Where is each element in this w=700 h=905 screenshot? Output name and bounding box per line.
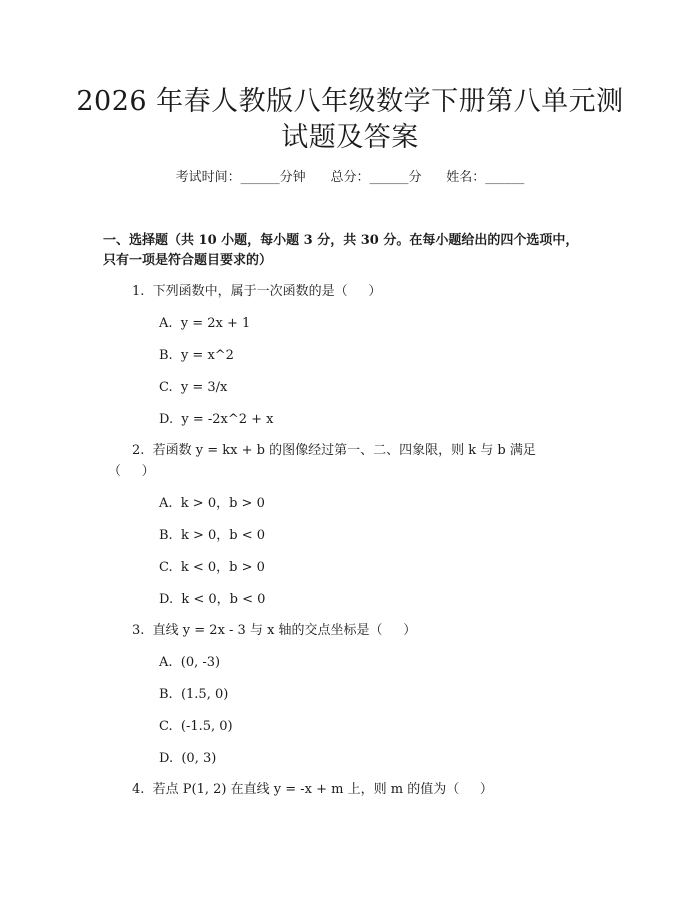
question-3-option-b: B. (1.5, 0) — [159, 687, 229, 702]
total-score-field: 总分：______分 — [330, 170, 422, 185]
page-title-line2: 试题及答案 — [281, 122, 419, 153]
question-1-option-c: C. y = 3/x — [159, 380, 228, 395]
section-heading-line2: 只有一项是符合题目要求的） — [103, 253, 273, 268]
question-1-option-d: D. y = -2x^2 + x — [159, 412, 274, 427]
question-3-option-c: C. (-1.5, 0) — [159, 719, 233, 734]
question-3-option-a: A. (0, -3) — [159, 655, 221, 670]
exam-info-line — [0, 168, 700, 188]
question-3-stem: 3. 直线 y = 2x - 3 与 x 轴的交点坐标是（ ） — [132, 623, 417, 638]
question-2-stem: 2. 若函数 y = kx + b 的图像经过第一、二、四象限，则 k 与 b 满足 — [132, 443, 536, 458]
page-title-line1: 2026 年春人教版八年级数学下册第八单元测 — [76, 86, 624, 117]
question-2-stem-continued: （ ） — [108, 464, 155, 479]
question-1-option-b: B. y = x^2 — [159, 348, 234, 363]
question-3-option-d: D. (0, 3) — [159, 751, 217, 766]
section-heading-line1: 一、选择题（共 10 小题，每小题 3 分，共 30 分。在每小题给出的四个选项中， — [103, 233, 579, 248]
question-1-stem: 1. 下列函数中，属于一次函数的是（ ） — [132, 284, 382, 299]
question-1-option-a: A. y = 2x + 1 — [159, 316, 251, 331]
question-4-stem: 4. 若点 P(1, 2) 在直线 y = -x + m 上，则 m 的值为（ ） — [132, 782, 493, 797]
question-2-option-d: D. k < 0，b < 0 — [159, 592, 266, 607]
question-2-option-a: A. k > 0，b > 0 — [159, 496, 265, 511]
question-2-option-c: C. k < 0，b > 0 — [159, 560, 265, 575]
student-name-field: 姓名：______ — [446, 170, 525, 185]
exam-time-field: 考试时间：______分钟 — [175, 170, 306, 185]
question-2-option-b: B. k > 0，b < 0 — [159, 528, 266, 543]
